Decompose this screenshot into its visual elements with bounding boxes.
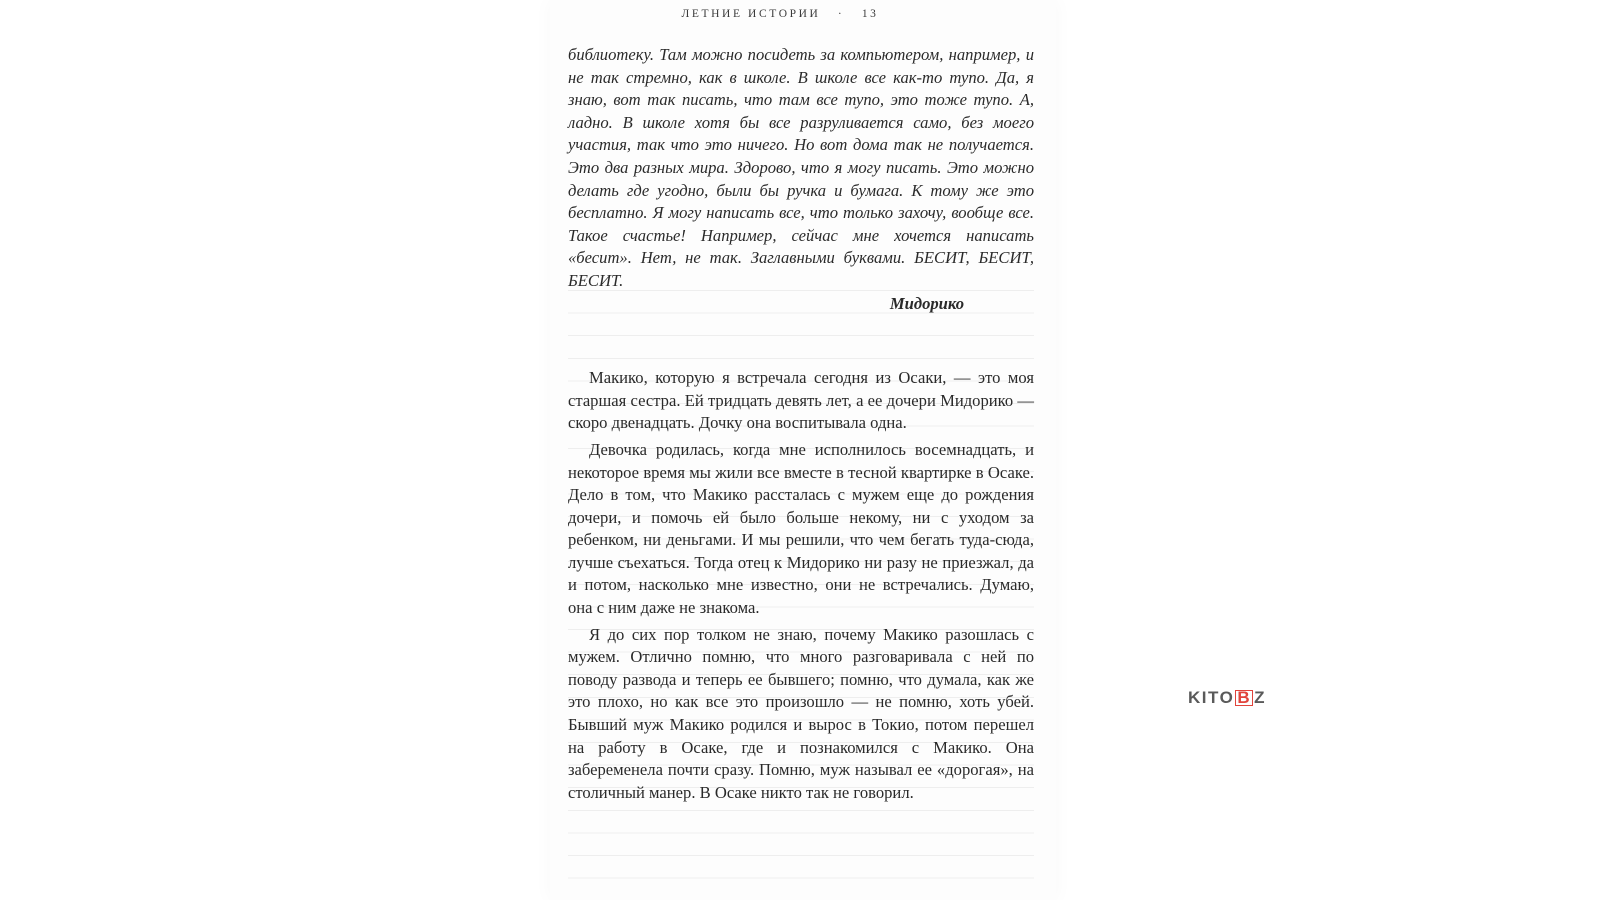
running-title: ЛЕТНИЕ ИСТОРИИ — [681, 8, 821, 20]
paragraph: Девочка родилась, когда мне исполнилось восемнадцать, и некоторое время мы жили все вместе в тесной квартирке в Осаке. Дело в том, что Макико рассталась с мужем еще до рождения дочери, и помочь ей было больше некому, ни с уходом за ребенком, ни деньгами. И мы решили, что чем бегать туда-сюда, лучше съехаться. Тогда отец к Мидорико ни разу не приезжал, да и потом, насколько мне известно, они не встречались. Думаю, она с ним даже не знакома. — [568, 439, 1034, 618]
body-text — [568, 367, 1034, 804]
diary-signature: Мидорико — [889, 293, 964, 313]
watermark-suffix: Z — [1254, 688, 1266, 707]
running-header — [550, 8, 1010, 20]
paragraph: Макико, которую я встречала сегодня из Осаки, — это моя старшая сестра. Ей тридцать девять лет, а ее дочери Мидорико — скоро двенадцать. Дочку она воспитывала одна. — [568, 368, 1034, 433]
page-number: 13 — [861, 8, 879, 20]
diary-entry-text: библиотеку. Там можно посидеть за компьютером, например, и не так стремно, как в школе. В школе все как-то тупо. Да, я знаю, вот так писать, что там все тупо, это тоже тупо. А, ладно. В школе хотя бы все разруливается само, без моего участия, так что это ничего. Но вот дома так не получается. Это два разных мира. Здорово, что я могу писать. Это можно делать где угодно, были бы ручка и бумага. К тому же это бесплатно. Я могу написать все, что только захочу, вообще все. Такое счастье! Например, сейчас мне хочется написать «бесит». Нет, не так. Заглавными буквами. БЕСИТ, БЕСИТ, БЕСИТ. — [568, 45, 1034, 290]
site-watermark-logo — [1188, 688, 1266, 708]
paragraph: Я до сих пор толком не знаю, почему Макико разошлась с мужем. Отлично помню, что много разговаривала с ней по поводу развода и теперь ее бывшего; помню, что думала, как же это плохо, но как все это произошло — не помню, хоть убей. Бывший муж Макико родился и вырос в Токио, потом перешел на работу в Осаке, где и познакомился с Макико. Она забеременела почти сразу. Помню, муж называл ее «дорогая», на столичный манер. В Осаке никто так не говорил. — [568, 624, 1034, 802]
header-separator: · — [837, 8, 845, 20]
watermark-prefix: KITO — [1188, 688, 1235, 707]
watermark-accent-letter: B — [1237, 688, 1252, 707]
text-column — [568, 44, 1034, 808]
